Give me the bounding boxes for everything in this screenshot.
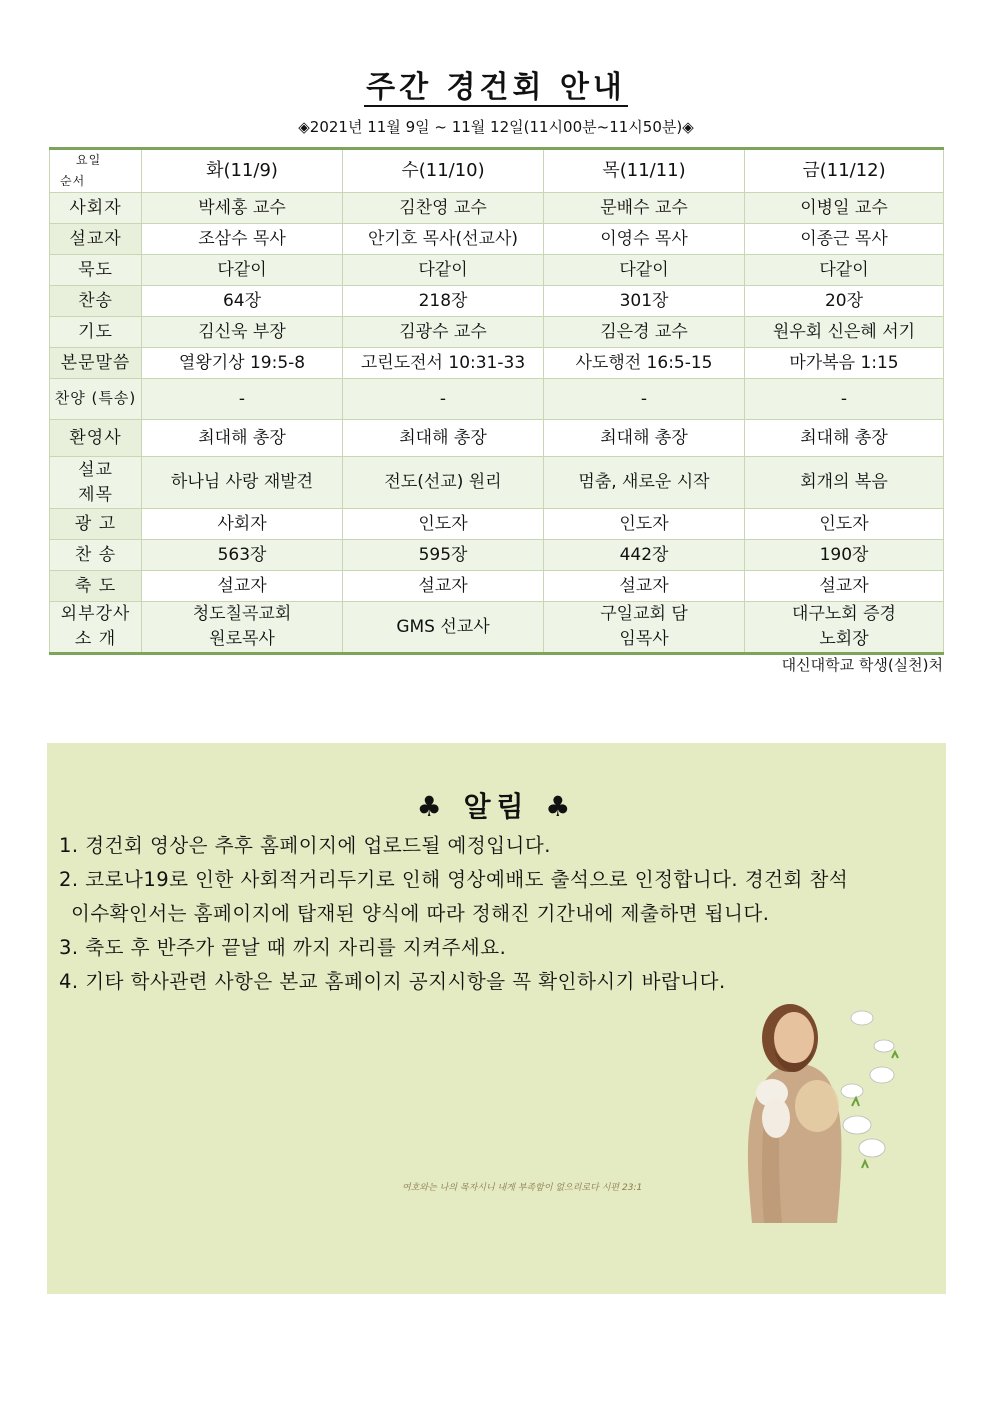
table-cell: 마가복음 1:15 — [745, 348, 944, 379]
table-cell: 최대해 총장 — [544, 420, 745, 457]
table-cell: 문배수 교수 — [544, 193, 745, 224]
source-credit: 대신대학교 학생(실천)처 — [781, 656, 943, 674]
table-row — [50, 457, 944, 509]
table-cell: 20장 — [745, 286, 944, 317]
table-cell: 김은경 교수 — [544, 317, 745, 348]
notice-item: 3. 축도 후 반주가 끝날 때 까지 자리를 지켜주세요. — [59, 936, 507, 959]
notice-item: 4. 기타 학사관련 사항은 본교 홈페이지 공지시항을 꼭 확인하시기 바랍니다. — [59, 970, 726, 993]
table-cell: 이병일 교수 — [745, 193, 944, 224]
row-label: 설교자 — [50, 224, 142, 255]
row-label: 축 도 — [50, 571, 142, 602]
notice-list — [59, 829, 941, 999]
table-cell: 김광수 교수 — [343, 317, 544, 348]
table-cell: - — [343, 379, 544, 420]
table-cell: 이영수 목사 — [544, 224, 745, 255]
notice-item: 1. 경건회 영상은 추후 홈페이지에 업로드될 예정입니다. — [59, 834, 551, 857]
table-row — [50, 509, 944, 540]
table-cell: 595장 — [343, 540, 544, 571]
table-cell: 대구노회 증경 노회장 — [745, 602, 944, 654]
table-cell: 설교자 — [343, 571, 544, 602]
row-label: 사회자 — [50, 193, 142, 224]
notice-panel — [47, 743, 946, 1294]
row-label: 묵도 — [50, 255, 142, 286]
table-row — [50, 420, 944, 457]
table-cell: GMS 선교사 — [343, 602, 544, 654]
table-cell: 하나님 사랑 재발견 — [142, 457, 343, 509]
row-label: 본문말씀 — [50, 348, 142, 379]
table-cell: 조삼수 목사 — [142, 224, 343, 255]
table-cell: 사회자 — [142, 509, 343, 540]
table-cell: 박세홍 교수 — [142, 193, 343, 224]
row-label: 찬양 (특송) — [50, 379, 142, 420]
table-cell: 다같이 — [544, 255, 745, 286]
table-cell: 인도자 — [745, 509, 944, 540]
table-cell: 442장 — [544, 540, 745, 571]
day-header: 수(11/10) — [343, 149, 544, 193]
table-cell: 안기호 목사(선교사) — [343, 224, 544, 255]
table-cell: 190장 — [745, 540, 944, 571]
table-cell: 이종근 목사 — [745, 224, 944, 255]
table-cell: 최대해 총장 — [142, 420, 343, 457]
table-cell: - — [544, 379, 745, 420]
day-header: 금(11/12) — [745, 149, 944, 193]
table-row — [50, 348, 944, 379]
table-cell: 인도자 — [544, 509, 745, 540]
row-label: 환영사 — [50, 420, 142, 457]
row-label: 설교 제목 — [50, 457, 142, 509]
day-header: 화(11/9) — [142, 149, 343, 193]
notice-item: 이수확인서는 홈페이지에 탑재된 양식에 따라 정해진 기간내에 제출하면 됩니다. — [71, 902, 770, 925]
row-label: 기도 — [50, 317, 142, 348]
table-row — [50, 224, 944, 255]
table-row — [50, 255, 944, 286]
notice-title: ♣ 알림 ♣ — [416, 790, 577, 823]
table-cell: 301장 — [544, 286, 745, 317]
day-header: 목(11/11) — [544, 149, 745, 193]
table-row — [50, 602, 944, 654]
table-row — [50, 379, 944, 420]
table-cell: - — [142, 379, 343, 420]
table-cell: 구일교회 담임목사 — [544, 602, 745, 654]
table-row — [50, 571, 944, 602]
table-cell: 설교자 — [544, 571, 745, 602]
date-range: ◈2021년 11월 9일 ~ 11월 12일(11시00분~11시50분)◈ — [298, 118, 694, 136]
table-cell: 다같이 — [745, 255, 944, 286]
table-header-row — [50, 149, 944, 193]
table-cell: 다같이 — [343, 255, 544, 286]
table-row — [50, 193, 944, 224]
page-title: 주간 경건회 안내 — [366, 70, 626, 105]
table-cell: 최대해 총장 — [745, 420, 944, 457]
table-cell: 218장 — [343, 286, 544, 317]
table-row — [50, 540, 944, 571]
row-label: 찬송 — [50, 286, 142, 317]
table-cell: 563장 — [142, 540, 343, 571]
table-cell: 최대해 총장 — [343, 420, 544, 457]
table-cell: 열왕기상 19:5-8 — [142, 348, 343, 379]
table-cell: 회개의 복음 — [745, 457, 944, 509]
corner-cell: 요일 순서 — [50, 149, 142, 193]
table-cell: 원우회 신은혜 서기 — [745, 317, 944, 348]
table-cell: 인도자 — [343, 509, 544, 540]
row-label: 광 고 — [50, 509, 142, 540]
table-cell: 64장 — [142, 286, 343, 317]
verse-caption: 여호와는 나의 목자시니 내게 부족함이 없으리로다 시편 23:1 — [402, 1183, 643, 1193]
shepherd-illustration — [712, 998, 932, 1223]
table-cell: 설교자 — [745, 571, 944, 602]
table-cell: 김찬영 교수 — [343, 193, 544, 224]
schedule-table — [49, 147, 944, 655]
notice-item: 2. 코로나19로 인한 사회적거리두기로 인해 영상예배도 출석으로 인정합니다. 경건회 참석 — [59, 868, 849, 891]
table-cell: 청도칠곡교회 원로목사 — [142, 602, 343, 654]
table-cell: 멈춤, 새로운 시작 — [544, 457, 745, 509]
table-row — [50, 317, 944, 348]
row-label: 외부강사 소 개 — [50, 602, 142, 654]
table-cell: 사도행전 16:5-15 — [544, 348, 745, 379]
table-cell: 고린도전서 10:31-33 — [343, 348, 544, 379]
table-cell: 다같이 — [142, 255, 343, 286]
row-label: 찬 송 — [50, 540, 142, 571]
table-cell: 김신욱 부장 — [142, 317, 343, 348]
table-cell: 전도(선교) 원리 — [343, 457, 544, 509]
table-cell: 설교자 — [142, 571, 343, 602]
table-cell: - — [745, 379, 944, 420]
table-row — [50, 286, 944, 317]
